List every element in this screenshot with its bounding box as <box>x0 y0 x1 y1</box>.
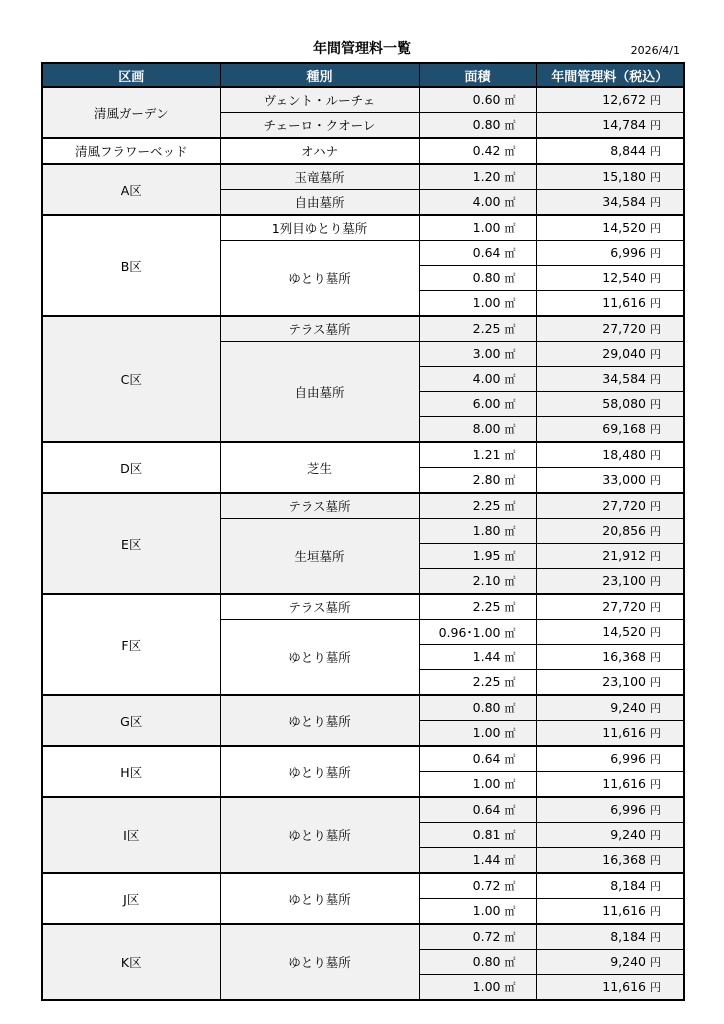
fee-unit: 円 <box>650 601 661 614</box>
area-value: 2.25 <box>472 321 501 336</box>
area-value: 1.00 <box>472 220 501 235</box>
fee-unit: 円 <box>650 398 661 411</box>
area-value: 0.80 <box>472 954 501 969</box>
fee-unit: 円 <box>650 626 661 639</box>
kind-cell: 生垣墓所 <box>220 519 419 595</box>
table-row <box>42 316 684 342</box>
issue-date: 2026/4/1 <box>630 44 680 57</box>
section-cell: B区 <box>42 215 220 316</box>
area-value: 0.96･1.00 <box>438 625 501 640</box>
kind-cell: ゆとり墓所 <box>220 241 419 317</box>
area-unit: ㎡ <box>504 525 516 538</box>
fee-cell <box>536 950 684 975</box>
area-value: 0.80 <box>472 270 501 285</box>
area-cell <box>419 215 536 241</box>
fee-unit: 円 <box>650 956 661 969</box>
fee-cell <box>536 848 684 874</box>
area-unit: ㎡ <box>504 94 516 107</box>
fee-value: 34,584 <box>602 194 646 209</box>
area-cell <box>419 342 536 367</box>
fee-unit: 円 <box>650 727 661 740</box>
fee-cell <box>536 519 684 544</box>
area-unit: ㎡ <box>504 449 516 462</box>
area-unit: ㎡ <box>504 931 516 944</box>
area-unit: ㎡ <box>504 222 516 235</box>
kind-cell: ゆとり墓所 <box>220 924 419 1000</box>
fee-unit: 円 <box>650 753 661 766</box>
fee-value: 8,184 <box>610 929 646 944</box>
fee-unit: 円 <box>650 94 661 107</box>
column-header-area: 面積 <box>419 63 536 87</box>
area-unit: ㎡ <box>504 373 516 386</box>
fee-cell <box>536 873 684 899</box>
area-cell <box>419 291 536 317</box>
kind-cell: ゆとり墓所 <box>220 873 419 924</box>
fee-value: 14,520 <box>602 220 646 235</box>
fee-cell <box>536 215 684 241</box>
fee-value: 11,616 <box>602 776 646 791</box>
area-value: 1.20 <box>472 169 501 184</box>
kind-cell: 自由墓所 <box>220 190 419 216</box>
area-value: 1.00 <box>472 776 501 791</box>
area-unit: ㎡ <box>504 550 516 563</box>
table-row <box>42 594 684 620</box>
fee-unit: 円 <box>650 575 661 588</box>
kind-cell: チェーロ・クオーレ <box>220 113 419 139</box>
fee-cell <box>536 594 684 620</box>
fee-cell <box>536 164 684 190</box>
kind-cell: オハナ <box>220 138 419 164</box>
fee-cell <box>536 670 684 696</box>
area-unit: ㎡ <box>504 880 516 893</box>
fee-value: 18,480 <box>602 447 646 462</box>
fee-cell <box>536 190 684 216</box>
fee-cell <box>536 772 684 798</box>
fee-value: 16,368 <box>602 852 646 867</box>
fee-unit: 円 <box>650 196 661 209</box>
area-unit: ㎡ <box>504 145 516 158</box>
fee-unit: 円 <box>650 348 661 361</box>
area-cell <box>419 442 536 468</box>
area-value: 1.00 <box>472 903 501 918</box>
fee-cell <box>536 442 684 468</box>
area-unit: ㎡ <box>504 676 516 689</box>
fee-unit: 円 <box>650 119 661 132</box>
fee-value: 9,240 <box>610 700 646 715</box>
area-value: 1.44 <box>472 852 501 867</box>
area-unit: ㎡ <box>504 601 516 614</box>
kind-cell: 1列目ゆとり墓所 <box>220 215 419 241</box>
fee-unit: 円 <box>650 247 661 260</box>
fee-value: 12,672 <box>602 92 646 107</box>
area-cell <box>419 695 536 721</box>
table-row <box>42 138 684 164</box>
fee-cell <box>536 87 684 113</box>
fee-table <box>41 62 685 1001</box>
area-cell <box>419 721 536 747</box>
fee-cell <box>536 342 684 367</box>
section-cell: I区 <box>42 797 220 873</box>
table-row <box>42 442 684 468</box>
fee-cell <box>536 620 684 645</box>
area-cell <box>419 493 536 519</box>
fee-unit: 円 <box>650 449 661 462</box>
fee-cell <box>536 645 684 670</box>
kind-cell: ヴェント・ルーチェ <box>220 87 419 113</box>
area-cell <box>419 797 536 823</box>
fee-unit: 円 <box>650 323 661 336</box>
area-value: 4.00 <box>472 194 501 209</box>
fee-value: 34,584 <box>602 371 646 386</box>
fee-cell <box>536 241 684 266</box>
area-unit: ㎡ <box>504 702 516 715</box>
area-cell <box>419 873 536 899</box>
fee-cell <box>536 316 684 342</box>
table-row <box>42 87 684 113</box>
kind-cell: テラス墓所 <box>220 493 419 519</box>
fee-unit: 円 <box>650 676 661 689</box>
area-value: 0.72 <box>472 878 501 893</box>
area-cell <box>419 594 536 620</box>
area-unit: ㎡ <box>504 956 516 969</box>
area-unit: ㎡ <box>504 272 516 285</box>
fee-cell <box>536 797 684 823</box>
area-value: 2.80 <box>472 472 501 487</box>
area-value: 0.80 <box>472 700 501 715</box>
section-cell: 清風ガーデン <box>42 87 220 138</box>
area-cell <box>419 113 536 139</box>
fee-cell <box>536 468 684 494</box>
area-cell <box>419 316 536 342</box>
area-cell <box>419 645 536 670</box>
fee-value: 14,784 <box>602 117 646 132</box>
fee-value: 15,180 <box>602 169 646 184</box>
fee-cell <box>536 138 684 164</box>
area-unit: ㎡ <box>504 575 516 588</box>
section-cell: D区 <box>42 442 220 493</box>
area-value: 0.64 <box>472 802 501 817</box>
area-value: 2.10 <box>472 573 501 588</box>
fee-unit: 円 <box>650 778 661 791</box>
area-unit: ㎡ <box>504 500 516 513</box>
table-row <box>42 695 684 721</box>
fee-value: 9,240 <box>610 827 646 842</box>
area-unit: ㎡ <box>504 778 516 791</box>
area-value: 0.60 <box>472 92 501 107</box>
fee-cell <box>536 392 684 417</box>
fee-unit: 円 <box>650 905 661 918</box>
page-title: 年間管理料一覧 <box>313 41 411 57</box>
fee-cell <box>536 266 684 291</box>
area-unit: ㎡ <box>504 627 516 640</box>
fee-value: 27,720 <box>602 498 646 513</box>
fee-value: 6,996 <box>610 802 646 817</box>
area-unit: ㎡ <box>504 398 516 411</box>
fee-cell <box>536 544 684 569</box>
fee-cell <box>536 291 684 317</box>
area-cell <box>419 950 536 975</box>
area-cell <box>419 899 536 925</box>
area-cell <box>419 924 536 950</box>
fee-value: 6,996 <box>610 245 646 260</box>
area-cell <box>419 772 536 798</box>
fee-value: 11,616 <box>602 295 646 310</box>
fee-value: 12,540 <box>602 270 646 285</box>
table-row <box>42 493 684 519</box>
area-value: 0.42 <box>472 143 501 158</box>
fee-unit: 円 <box>650 829 661 842</box>
fee-unit: 円 <box>650 373 661 386</box>
area-value: 1.95 <box>472 548 501 563</box>
area-value: 1.44 <box>472 649 501 664</box>
fee-unit: 円 <box>650 880 661 893</box>
kind-cell: ゆとり墓所 <box>220 746 419 797</box>
fee-value: 8,184 <box>610 878 646 893</box>
area-value: 2.25 <box>472 599 501 614</box>
fee-value: 8,844 <box>610 143 646 158</box>
area-cell <box>419 975 536 1001</box>
fee-unit: 円 <box>650 297 661 310</box>
fee-value: 27,720 <box>602 321 646 336</box>
fee-unit: 円 <box>650 423 661 436</box>
area-unit: ㎡ <box>504 423 516 436</box>
area-cell <box>419 848 536 874</box>
area-unit: ㎡ <box>504 651 516 664</box>
fee-value: 20,856 <box>602 523 646 538</box>
table-header-row <box>42 63 684 87</box>
area-value: 0.72 <box>472 929 501 944</box>
fee-cell <box>536 899 684 925</box>
area-cell <box>419 392 536 417</box>
area-unit: ㎡ <box>504 297 516 310</box>
fee-value: 6,996 <box>610 751 646 766</box>
area-cell <box>419 164 536 190</box>
fee-value: 21,912 <box>602 548 646 563</box>
area-unit: ㎡ <box>504 171 516 184</box>
area-value: 0.81 <box>472 827 501 842</box>
area-unit: ㎡ <box>504 854 516 867</box>
fee-unit: 円 <box>650 651 661 664</box>
area-cell <box>419 190 536 216</box>
fee-unit: 円 <box>650 171 661 184</box>
fee-unit: 円 <box>650 500 661 513</box>
section-cell: H区 <box>42 746 220 797</box>
fee-unit: 円 <box>650 854 661 867</box>
area-value: 2.25 <box>472 674 501 689</box>
table-row <box>42 215 684 241</box>
fee-unit: 円 <box>650 981 661 994</box>
area-value: 0.80 <box>472 117 501 132</box>
table-row <box>42 746 684 772</box>
fee-value: 27,720 <box>602 599 646 614</box>
table-row <box>42 924 684 950</box>
fee-unit: 円 <box>650 525 661 538</box>
section-cell: E区 <box>42 493 220 594</box>
section-cell: F区 <box>42 594 220 695</box>
section-cell: G区 <box>42 695 220 746</box>
fee-cell <box>536 695 684 721</box>
fee-value: 29,040 <box>602 346 646 361</box>
fee-value: 14,520 <box>602 624 646 639</box>
area-value: 1.80 <box>472 523 501 538</box>
fee-cell <box>536 569 684 595</box>
kind-cell: テラス墓所 <box>220 316 419 342</box>
area-value: 1.21 <box>472 447 501 462</box>
area-unit: ㎡ <box>504 829 516 842</box>
table-row <box>42 797 684 823</box>
section-cell: C区 <box>42 316 220 442</box>
fee-cell <box>536 746 684 772</box>
kind-cell: ゆとり墓所 <box>220 620 419 696</box>
kind-cell: 芝生 <box>220 442 419 493</box>
area-cell <box>419 87 536 113</box>
area-unit: ㎡ <box>504 196 516 209</box>
fee-unit: 円 <box>650 550 661 563</box>
fee-unit: 円 <box>650 145 661 158</box>
table-body <box>42 87 684 1000</box>
table-row <box>42 873 684 899</box>
area-value: 1.00 <box>472 295 501 310</box>
area-value: 2.25 <box>472 498 501 513</box>
fee-unit: 円 <box>650 702 661 715</box>
area-value: 0.64 <box>472 245 501 260</box>
fee-cell <box>536 493 684 519</box>
area-value: 6.00 <box>472 396 501 411</box>
fee-value: 9,240 <box>610 954 646 969</box>
fee-cell <box>536 417 684 443</box>
section-cell: 清風フラワーベッド <box>42 138 220 164</box>
column-header-kind: 種別 <box>220 63 419 87</box>
kind-cell: 自由墓所 <box>220 342 419 443</box>
area-unit: ㎡ <box>504 119 516 132</box>
area-unit: ㎡ <box>504 247 516 260</box>
area-unit: ㎡ <box>504 753 516 766</box>
area-unit: ㎡ <box>504 323 516 336</box>
fee-unit: 円 <box>650 804 661 817</box>
table-row <box>42 164 684 190</box>
fee-value: 11,616 <box>602 979 646 994</box>
fee-cell <box>536 721 684 747</box>
section-cell: K区 <box>42 924 220 1000</box>
area-cell <box>419 367 536 392</box>
fee-unit: 円 <box>650 222 661 235</box>
section-cell: A区 <box>42 164 220 215</box>
column-header-section: 区画 <box>42 63 220 87</box>
area-cell <box>419 823 536 848</box>
area-cell <box>419 620 536 645</box>
fee-cell <box>536 975 684 1001</box>
area-cell <box>419 569 536 595</box>
area-cell <box>419 468 536 494</box>
area-value: 3.00 <box>472 346 501 361</box>
area-unit: ㎡ <box>504 474 516 487</box>
area-cell <box>419 417 536 443</box>
area-value: 1.00 <box>472 725 501 740</box>
area-unit: ㎡ <box>504 804 516 817</box>
fee-value: 11,616 <box>602 903 646 918</box>
section-cell: J区 <box>42 873 220 924</box>
area-unit: ㎡ <box>504 348 516 361</box>
fee-unit: 円 <box>650 931 661 944</box>
fee-value: 16,368 <box>602 649 646 664</box>
fee-cell <box>536 367 684 392</box>
area-value: 4.00 <box>472 371 501 386</box>
area-cell <box>419 138 536 164</box>
area-cell <box>419 670 536 696</box>
fee-unit: 円 <box>650 272 661 285</box>
fee-value: 58,080 <box>602 396 646 411</box>
area-value: 1.00 <box>472 979 501 994</box>
area-value: 8.00 <box>472 421 501 436</box>
kind-cell: ゆとり墓所 <box>220 797 419 873</box>
kind-cell: テラス墓所 <box>220 594 419 620</box>
area-unit: ㎡ <box>504 727 516 740</box>
fee-value: 69,168 <box>602 421 646 436</box>
fee-cell <box>536 113 684 139</box>
fee-cell <box>536 823 684 848</box>
kind-cell: 玉竜墓所 <box>220 164 419 190</box>
fee-value: 33,000 <box>602 472 646 487</box>
area-cell <box>419 544 536 569</box>
fee-value: 23,100 <box>602 674 646 689</box>
area-cell <box>419 241 536 266</box>
area-unit: ㎡ <box>504 981 516 994</box>
area-cell <box>419 519 536 544</box>
area-cell <box>419 746 536 772</box>
fee-value: 23,100 <box>602 573 646 588</box>
fee-cell <box>536 924 684 950</box>
fee-unit: 円 <box>650 474 661 487</box>
area-unit: ㎡ <box>504 905 516 918</box>
column-header-fee: 年間管理料（税込） <box>536 63 684 87</box>
area-value: 0.64 <box>472 751 501 766</box>
kind-cell: ゆとり墓所 <box>220 695 419 746</box>
fee-value: 11,616 <box>602 725 646 740</box>
area-cell <box>419 266 536 291</box>
